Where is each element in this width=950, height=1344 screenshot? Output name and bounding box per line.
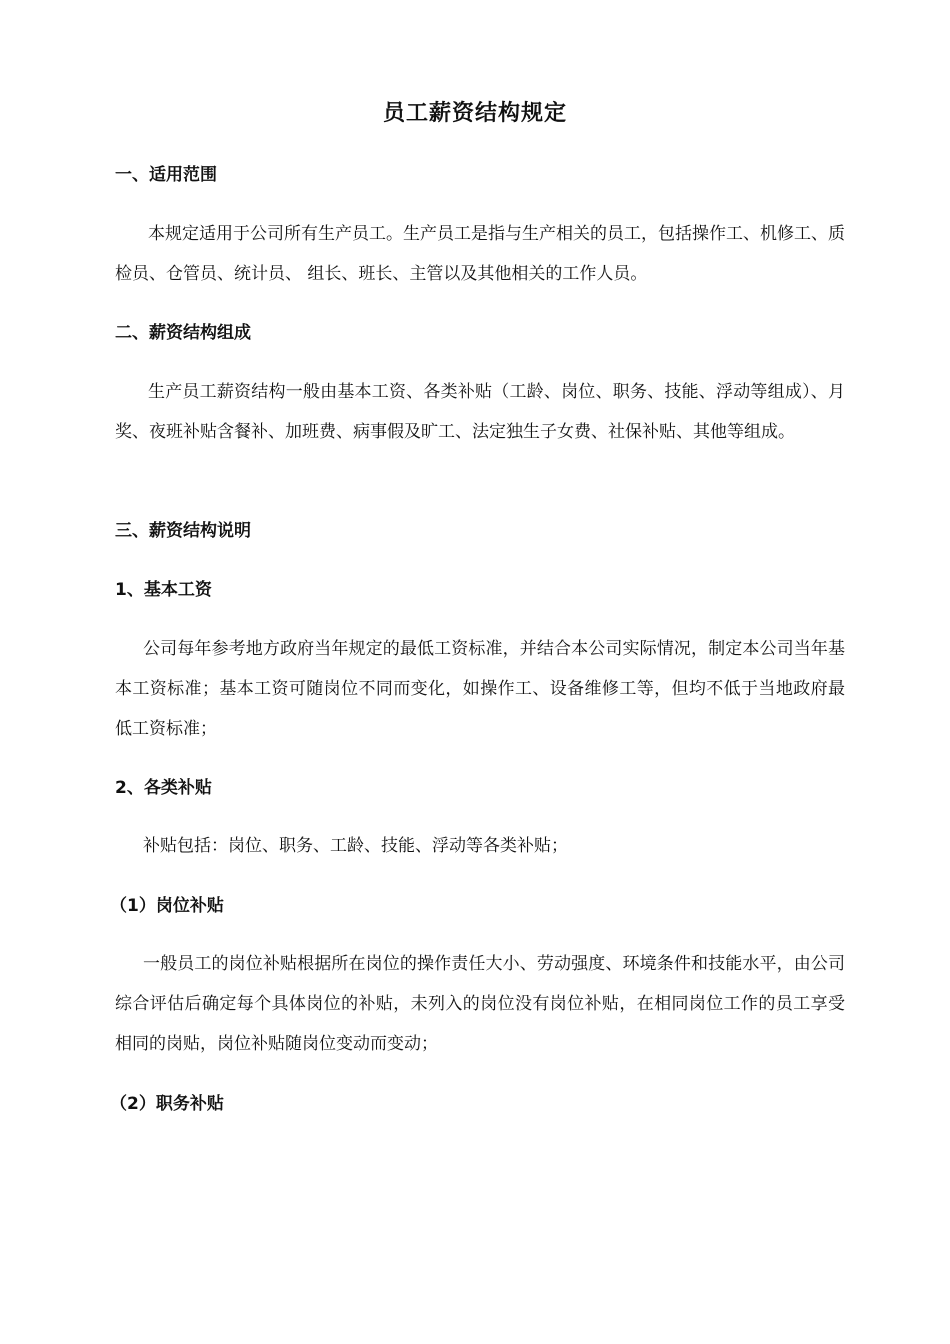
subitem-heading-duty-allowance: （2）职务补贴 <box>110 1094 224 1114</box>
section-heading-composition: 二、薪资结构组成 <box>115 323 251 343</box>
item-heading-allowances: 2、各类补贴 <box>115 778 212 798</box>
subitem-heading-position-allowance: （1）岗位补贴 <box>110 896 224 916</box>
item-paragraph-allowances: 补贴包括：岗位、职务、工龄、技能、浮动等各类补贴； <box>143 836 568 856</box>
section-heading-explanation: 三、薪资结构说明 <box>115 521 251 541</box>
section-paragraph-scope: 本规定适用于公司所有生产员工。生产员工是指与生产相关的员工，包括操作工、机修工、质检员、仓管员、统计员、 组长、班长、主管以及其他相关的工作人员。 <box>115 224 845 284</box>
item-heading-base-salary: 1、基本工资 <box>115 580 212 600</box>
section-heading-scope: 一、适用范围 <box>115 165 217 185</box>
subitem-paragraph-position-allowance: 一般员工的岗位补贴根据所在岗位的操作责任大小、劳动强度、环境条件和技能水平，由公司综合评估后确定每个具体岗位的补贴，未列入的岗位没有岗位补贴，在相同岗位工作的员工享受相同的岗贴，岗位补贴随岗位变动而变动； <box>115 954 845 1054</box>
item-paragraph-base-salary: 公司每年参考地方政府当年规定的最低工资标准，并结合本公司实际情况，制定本公司当年基本工资标准；基本工资可随岗位不同而变化，如操作工、设备维修工等，但均不低于当地政府最低工资标准； <box>115 639 845 739</box>
section-paragraph-composition: 生产员工薪资结构一般由基本工资、各类补贴（工龄、岗位、职务、技能、浮动等组成）、月奖、夜班补贴含餐补、加班费、病事假及旷工、法定独生子女费、社保补贴、其他等组成。 <box>115 382 845 442</box>
document-title: 员工薪资结构规定 <box>382 101 567 126</box>
